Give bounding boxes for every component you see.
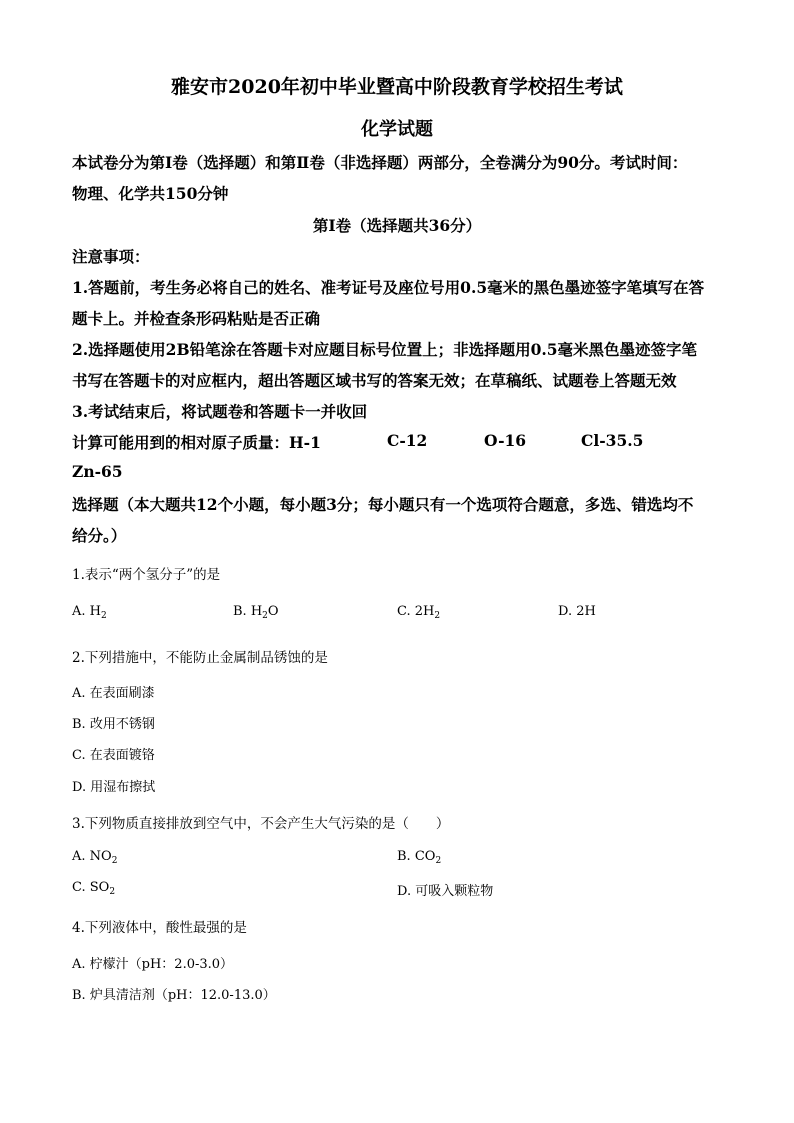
question-4-option-a: A. 柠檬汁（pH：2.0-3.0）: [72, 957, 234, 972]
question-1-option-d: D. 2H: [558, 604, 596, 619]
question-1-option-a: A. $H_2$: [72, 604, 107, 621]
mcq-instructions-line-2: 给分。）: [72, 526, 127, 545]
question-1-stem: 1.表示“两个氢分子”的是: [72, 567, 221, 583]
notes-heading: 注意事项：: [72, 247, 150, 266]
question-1-option-b: B. $H_2O$: [233, 604, 279, 621]
exam-subtitle: 化学试题: [361, 119, 433, 140]
intro-line-2: 物理、化学共150分钟: [72, 184, 229, 203]
atomic-mass-c: C-12: [387, 431, 428, 450]
atomic-mass-zn: Zn-65: [72, 462, 123, 481]
note-2-line-1: 2.选择题使用2B铅笔涂在答题卡对应题目标号位置上；非选择题用0.5毫米黑色墨迹签字笔: [72, 340, 698, 359]
question-1-option-c: C. $2H_2$: [397, 604, 441, 621]
question-2-option-c: C. 在表面镀铬: [72, 748, 155, 763]
question-3-option-c: C. $SO_2$: [72, 880, 116, 897]
question-3-option-b: B. $CO_2$: [397, 849, 442, 866]
question-2-stem: 2.下列措施中，不能防止金属制品锈蚀的是: [72, 650, 328, 666]
note-3: 3.考试结束后，将试题卷和答题卡一并收回: [72, 402, 368, 421]
question-2-option-d: D. 用湿布擦拭: [72, 780, 156, 795]
mcq-instructions-line-1: 选择题（本大题共12个小题，每小题3分；每小题只有一个选项符合题意，多选、错选均不: [72, 495, 694, 514]
question-4-option-b: B. 炉具清洁剂（pH：12.0-13.0）: [72, 988, 276, 1003]
question-3-option-d: D. 可吸入颗粒物: [397, 884, 494, 899]
intro-line-1: 本试卷分为第Ⅰ卷（选择题）和第Ⅱ卷（非选择题）两部分，全卷满分为90分。考试时间：: [72, 153, 688, 172]
question-4-stem: 4.下列液体中，酸性最强的是: [72, 920, 247, 936]
atomic-mass-label: 计算可能用到的相对原子质量：H-1: [72, 433, 321, 452]
note-1-line-2: 题卡上。并检查条形码粘贴是否正确: [72, 309, 321, 328]
atomic-mass-cl: Cl-35.5: [581, 431, 644, 450]
note-2-line-2: 书写在答题卡的对应框内，超出答题区域书写的答案无效；在草稿纸、试题卷上答题无效: [72, 371, 677, 390]
exam-title: 雅安市2020年初中毕业暨高中阶段教育学校招生考试: [171, 76, 623, 98]
question-2-option-b: B. 改用不锈钢: [72, 717, 155, 732]
question-3-option-a: A. $NO_2$: [72, 849, 118, 866]
note-1-line-1: 1.答题前，考生务必将自己的姓名、准考证号及座位号用0.5毫米的黑色墨迹签字笔填写在答: [72, 278, 705, 297]
section-heading: 第Ⅰ卷（选择题共36分）: [312, 216, 482, 235]
question-3-stem: 3.下列物质直接排放到空气中，不会产生大气污染的是（ ）: [72, 816, 450, 832]
atomic-mass-o: O-16: [484, 431, 527, 450]
question-2-option-a: A. 在表面刷漆: [72, 686, 155, 701]
